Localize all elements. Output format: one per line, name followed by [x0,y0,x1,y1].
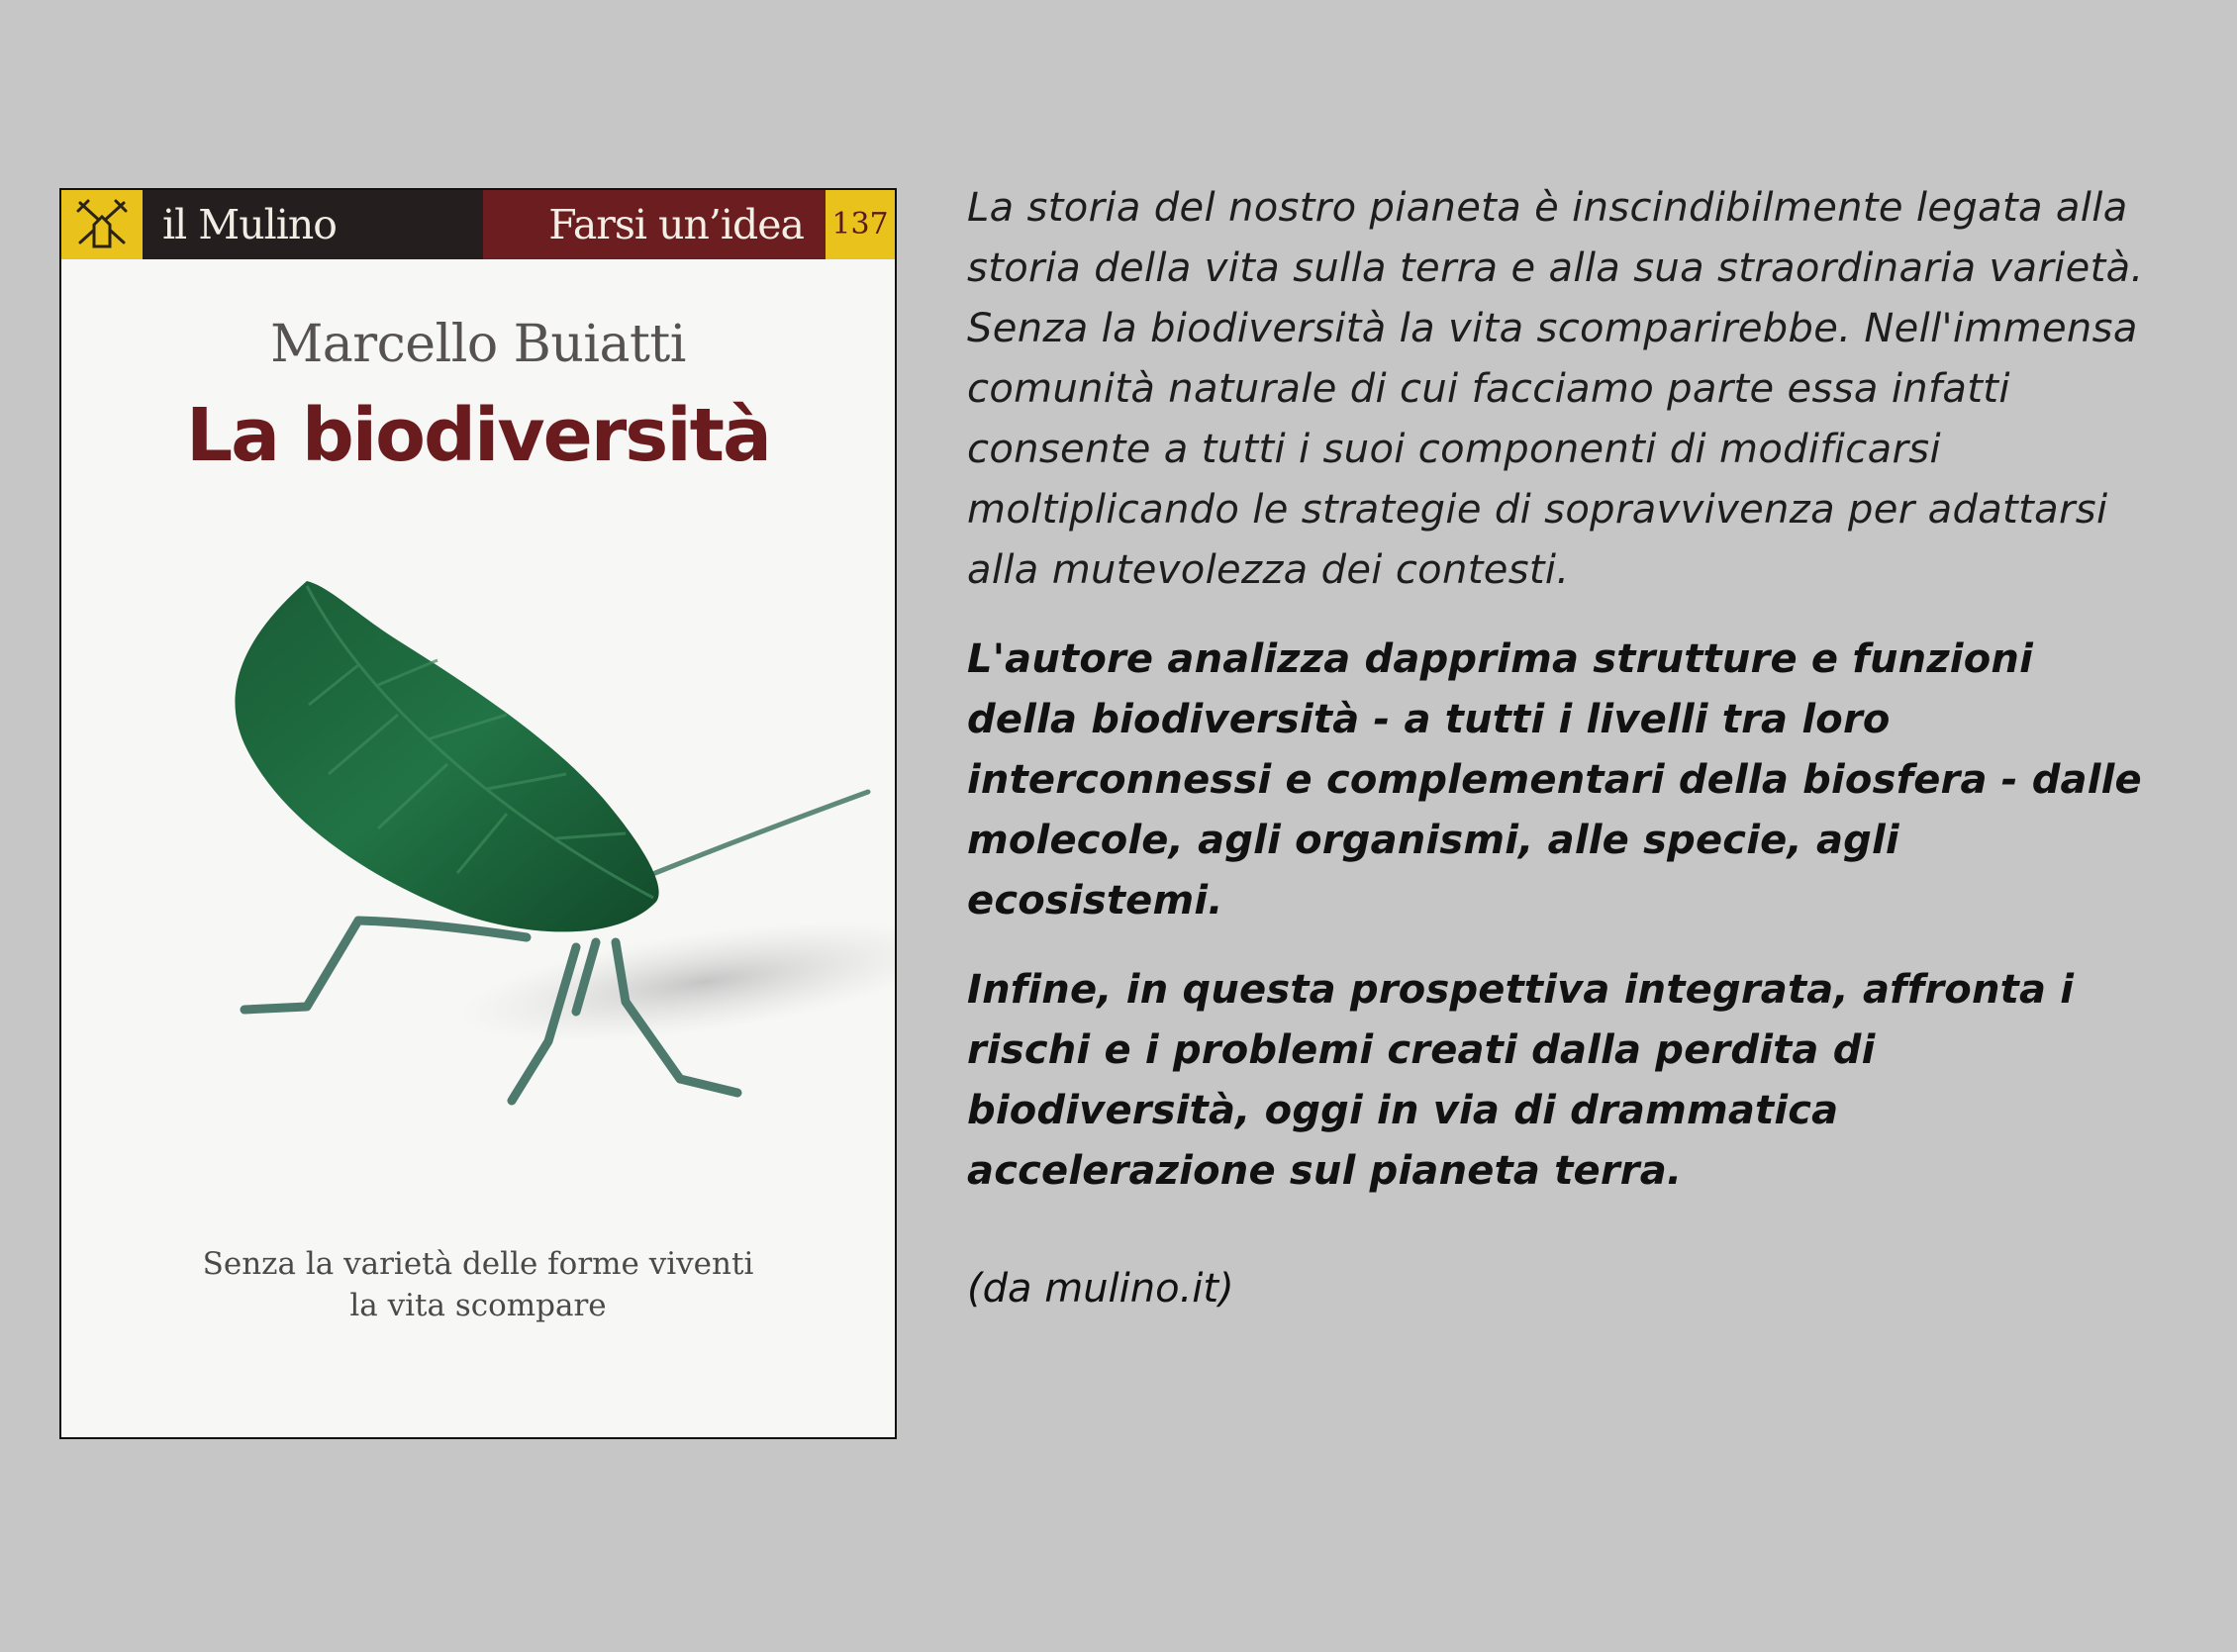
paragraph-line: molecole, agli organismi, alle specie, agli [967,818,1899,863]
paragraph-line: storia della vita sulla terra e alla sua straordinaria varietà. [967,245,2144,291]
paragraph-line: biodiversità, oggi in via di drammatica [967,1088,1839,1133]
paragraph-line: alla mutevolezza dei contesti. [967,547,1570,593]
paragraph-line: della biodiversità - a tutti i livelli tra loro [967,697,1891,742]
book-author: Marcello Buiatti [270,315,686,374]
tagline-line: la vita scompare [349,1288,607,1323]
source-credit: (da mulino.it) [967,1266,1234,1312]
publisher-logo [61,190,143,259]
cover-tagline [61,1243,895,1326]
paragraph-line: ecosistemi. [967,878,1223,923]
description-paragraph-2 [967,630,2194,931]
series-number: 137 [826,190,895,259]
insect-antenna [655,792,868,873]
paragraph-line: La storia del nostro pianeta è inscindibilmente legata alla [967,185,2128,231]
paragraph-line: L'autore analizza dapprima strutture e funzioni [967,636,2033,682]
tagline-line: Senza la varietà delle forme viventi [202,1246,754,1282]
book-cover [59,188,897,1439]
paragraph-line: comunità naturale di cui facciamo parte essa infatti [967,366,2010,412]
publisher-name: il Mulino [143,190,483,259]
paragraph-line: interconnessi e complementari della biosfera - dalle [967,757,2142,803]
paragraph-line: moltiplicando le strategie di sopravvivenza per adattarsi [967,487,2108,533]
cover-header-band [61,190,895,259]
description-paragraph-1 [967,178,2194,601]
book-title: La biodiversità [185,393,770,478]
paragraph-line: Senza la biodiversità la vita scomparirebbe. Nell'immensa [967,306,2138,351]
paragraph-line: rischi e i problemi creati dalla perdita di [967,1027,1876,1073]
description-paragraph-3 [967,960,2194,1202]
windmill-logo-icon [72,195,132,254]
paragraph-line: consente a tutti i suoi componenti di modificarsi [967,427,1941,472]
paragraph-line: Infine, in questa prospettiva integrata, affronta i [967,967,2075,1013]
series-name: Farsi un’idea [483,190,826,259]
book-description [967,178,2194,1319]
paragraph-line: accelerazione sul pianeta terra. [967,1148,1683,1194]
leaf-insect-illustration [61,546,897,1160]
